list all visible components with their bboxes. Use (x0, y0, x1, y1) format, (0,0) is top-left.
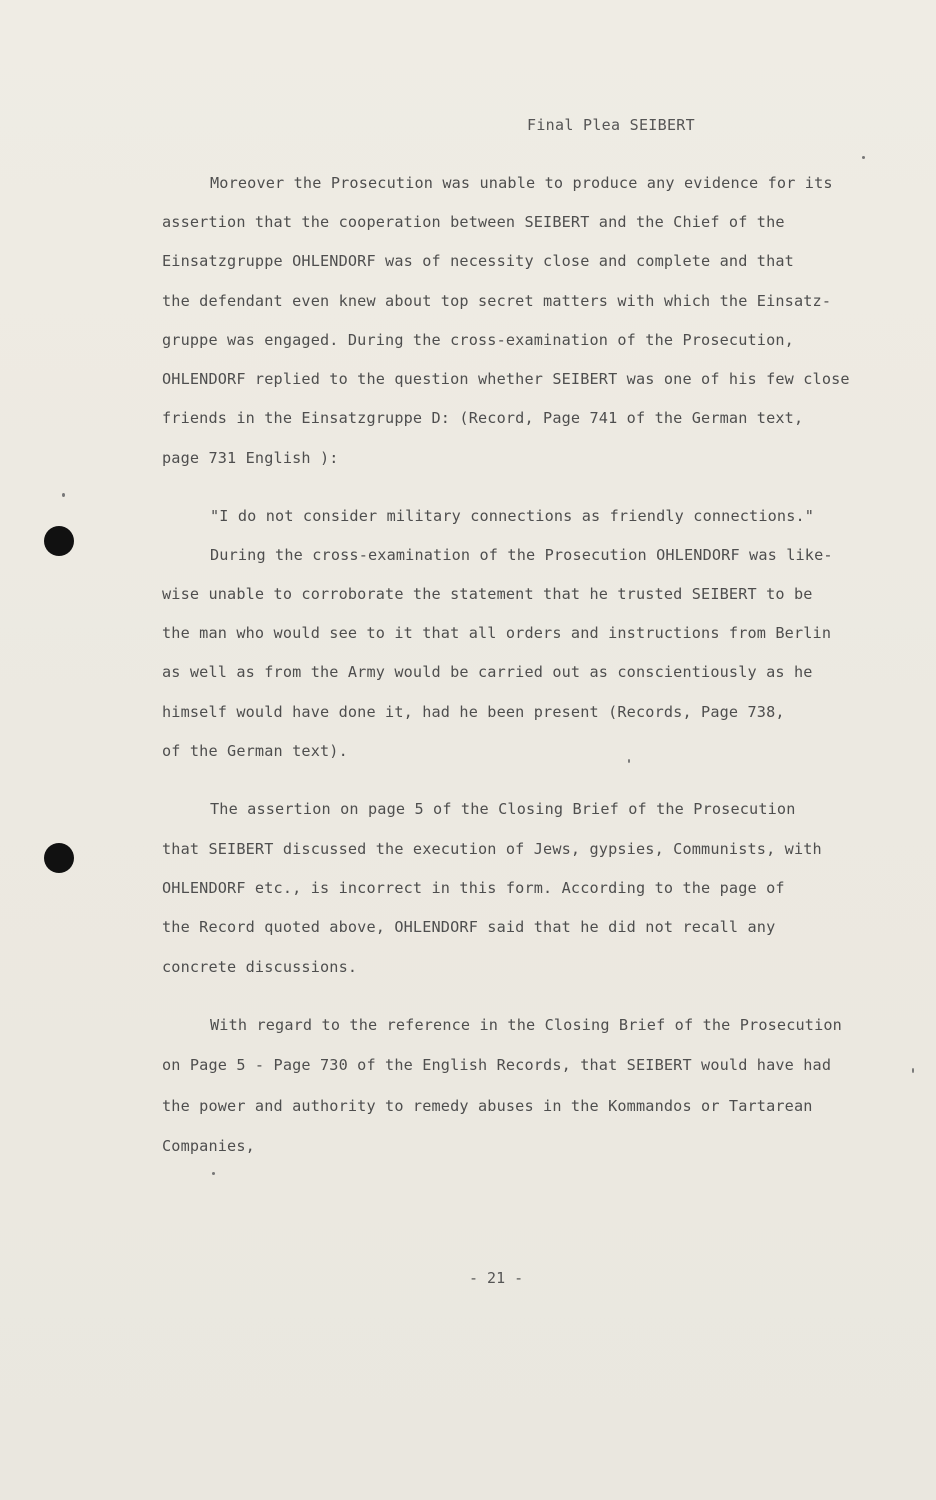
paper-speck (212, 1172, 215, 1175)
text-line: the Record quoted above, OHLENDORF said that he did not recall any (162, 918, 776, 936)
punch-hole (44, 843, 74, 873)
text-line: the defendant even knew about top secret matters with which the Einsatz- (162, 292, 832, 310)
text-line: Companies, (162, 1137, 255, 1155)
text-line: wise unable to corroborate the statement that he trusted SEIBERT to be (162, 585, 813, 603)
text-line: OHLENDORF etc., is incorrect in this form. According to the page of (162, 879, 785, 897)
text-line: OHLENDORF replied to the question whether SEIBERT was one of his few close (162, 370, 850, 388)
text-line: page 731 English ): (162, 449, 339, 467)
text-line: gruppe was engaged. During the cross-examination of the Prosecution, (162, 331, 794, 349)
text-line: assertion that the cooperation between SEIBERT and the Chief of the (162, 213, 785, 231)
text-line: Einsatzgruppe OHLENDORF was of necessity close and complete and that (162, 252, 794, 270)
paper-speck (628, 759, 630, 763)
text-line: With regard to the reference in the Closing Brief of the Prosecution (210, 1016, 842, 1034)
text-line: During the cross-examination of the Prosecution OHLENDORF was like- (210, 546, 833, 564)
text-line: himself would have done it, had he been present (Records, Page 738, (162, 703, 785, 721)
text-line: as well as from the Army would be carried out as conscientiously as he (162, 663, 813, 681)
text-line: of the German text). (162, 742, 348, 760)
paper-speck (862, 156, 865, 159)
text-line: that SEIBERT discussed the execution of Jews, gypsies, Communists, with (162, 840, 822, 858)
paper-speck (62, 493, 65, 497)
text-line: friends in the Einsatzgruppe D: (Record, Page 741 of the German text, (162, 409, 804, 427)
text-line: Moreover the Prosecution was unable to produce any evidence for its (210, 174, 833, 192)
text-line: the power and authority to remedy abuses in the Kommandos or Tartarean (162, 1097, 813, 1115)
text-line: concrete discussions. (162, 958, 358, 976)
punch-hole (44, 526, 74, 556)
text-line: the man who would see to it that all orders and instructions from Berlin (162, 624, 832, 642)
document-header: Final Plea SEIBERT (527, 116, 695, 134)
text-line: on Page 5 - Page 730 of the English Records, that SEIBERT would have had (162, 1056, 832, 1074)
page-number: - 21 - (469, 1269, 524, 1287)
text-line: The assertion on page 5 of the Closing Brief of the Prosecution (210, 800, 796, 818)
paper-speck (912, 1068, 914, 1073)
quoted-statement: "I do not consider military connections as friendly connections." (210, 507, 815, 525)
